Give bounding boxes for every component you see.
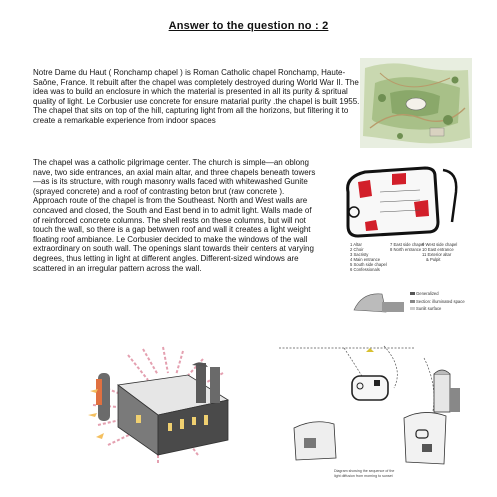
plan-legend-item: 11 Exterior altar (422, 252, 452, 257)
description-paragraph: The chapel was a catholic pilgrimage center. The church is simple—an oblong nave, two side entrances, an axial main altar, and three chapels beneath towers—as is its structure, with rough masonry walls faced with whitewashed Gunite (sprayed concrete) and a roof of contrasting beton brut (raw concrete ). Approach route of the chapel is from the Southeast. North and West walls are concaved and closed, the South and East bend in to admit light. Walls made of of reinforced concrete columns. The shell rests on these columns, but will not touch the wall, so there is a gap betwwen roof and wall it creates a light weight floating roof ambiance. Le Corbusier decided to make the windows of the wall extraordinary on south wall. The openings slant towards their centers at varying degrees, thus letting in light at different angles. Different-sized windows are scattered in an irregular pattern across the wall. (33, 158, 316, 273)
plan-legend-item: 10 East entrance (422, 247, 454, 252)
plan-legend-item: 8 North entrance (390, 247, 422, 252)
diagram-plan-sketch (352, 376, 388, 400)
site-plan-image (360, 58, 472, 148)
diagram-tower-sketch (434, 370, 460, 412)
plan-legend-item: 5 South side chapel (350, 262, 387, 267)
floor-plan-image (330, 162, 470, 274)
page-heading: Answer to the question no : 2 (168, 20, 329, 32)
plan-legend-item: 2 Choir (350, 247, 364, 252)
plan-legend-item: 1 Altar (350, 242, 362, 247)
plan-legend (350, 242, 457, 272)
plan-legend-item: & Pulpit (426, 257, 441, 262)
section-sketch-image (352, 288, 472, 318)
plan-legend-item: 6 Confessionals (350, 267, 380, 272)
section-legend-item: Section: illuminated space (416, 299, 465, 304)
intro-paragraph: Notre Dame du Haut ( Ronchamp chapel ) is Roman Catholic chapel Ronchamp, Haute-Saône, France. It rebuilt after the chapel was completely destroyed during World War II. The idea was to build an enclosure in which the material is presented in all its purity & spritual quality of light. Le Corbusier use concrete for ensure matarial purity .the chapel is built 1955. The chapel that sits on top of the hill, capturing light from all the horizons, but filtering it to create a remarkable experience from indoor spaces (33, 68, 360, 125)
floor-plan-drawing (348, 168, 457, 236)
plan-legend-item: 3 Sacristy (350, 252, 369, 257)
plan-legend-item: 4 Main entrance (350, 257, 381, 262)
plan-legend-item: 7 East side chapel (390, 242, 425, 247)
section-legend-item: Sunlit surface (416, 306, 442, 311)
plan-legend-item: 9 West side chapel (422, 242, 458, 247)
axonometric-model-image (88, 345, 248, 475)
diagram-section-sketch (294, 412, 446, 464)
section-legend-title: Generalized (416, 291, 439, 296)
diagram-caption-line: Diagram showing the sequence of the (334, 469, 395, 473)
diagram-caption-line: light diffusion from morning to sunset (334, 474, 393, 478)
light-diffusion-diagram (274, 338, 484, 488)
